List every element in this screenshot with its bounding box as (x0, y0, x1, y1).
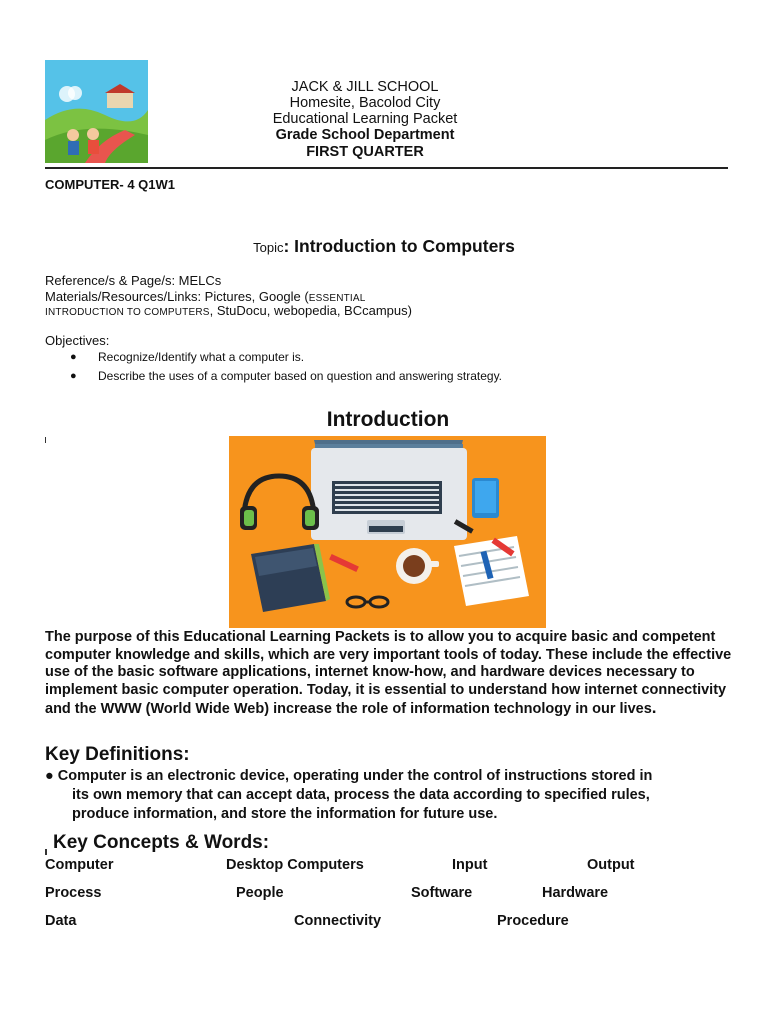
topic-label: Topic (253, 240, 284, 255)
materials-line-2: INTRODUCTION TO COMPUTERS, StuDocu, webopedia, BCcampus) (45, 303, 412, 318)
computer-desk-illustration (229, 436, 546, 628)
concept-word: Input (452, 857, 488, 873)
concept-word: Data (45, 913, 77, 929)
quarter: FIRST QUARTER (306, 144, 424, 160)
objective-item: ● Describe the uses of a computer based on question and answering strategy. (70, 368, 502, 387)
concept-word: People (236, 885, 284, 901)
header-divider (45, 167, 728, 169)
concept-word: Computer (45, 857, 114, 873)
objectives-list (70, 349, 502, 387)
intro-paragraph: The purpose of this Educational Learning Packets is to allow you to acquire basic and competent computer knowledge and skills, which are very important tools of today. These include the effective use of the basic software applications, internet know-how, and hardware devices necessary to implement basic computer operation. Today, it is essential to understand how internet connectivity and the WWW (World Wide Web) increase the role of information technology in our lives. (45, 629, 732, 717)
department: Grade School Department (275, 127, 455, 143)
stray-mark (45, 437, 46, 443)
key-concepts-heading: Key Concepts & Words: (53, 832, 270, 853)
key-definitions-heading: Key Definitions: (45, 744, 190, 765)
packet-title: Educational Learning Packet (272, 111, 458, 127)
concept-word: Procedure (497, 913, 569, 929)
definition-computer: ● Computer is an electronic device, operating under the control of instructions stored in its own memory that can accept data, process the data according to specified rules, produce information, and store the information for future use. (45, 768, 653, 822)
objectives-label: Objectives: (45, 333, 110, 348)
school-location: Homesite, Bacolod City (289, 95, 441, 111)
reference-line: Reference/s & Page/s: MELCs (45, 273, 222, 288)
introduction-heading: Introduction (326, 408, 450, 431)
concept-word: Connectivity (294, 913, 382, 929)
concept-word: Process (45, 885, 102, 901)
topic-line (0, 236, 768, 257)
concept-word: Hardware (542, 885, 609, 901)
materials-line: Materials/Resources/Links: Pictures, Google (ESSENTIAL (45, 289, 366, 304)
stray-mark (45, 849, 47, 855)
topic-title: : Introduction to Computers (283, 236, 515, 256)
concept-word: Desktop Computers (226, 857, 364, 873)
objective-item: ● Recognize/Identify what a computer is. (70, 349, 502, 368)
concept-word: Output (587, 857, 635, 873)
concept-word: Software (411, 885, 473, 901)
school-name: JACK & JILL SCHOOL (291, 79, 439, 95)
course-code: COMPUTER- 4 Q1W1 (45, 177, 176, 192)
